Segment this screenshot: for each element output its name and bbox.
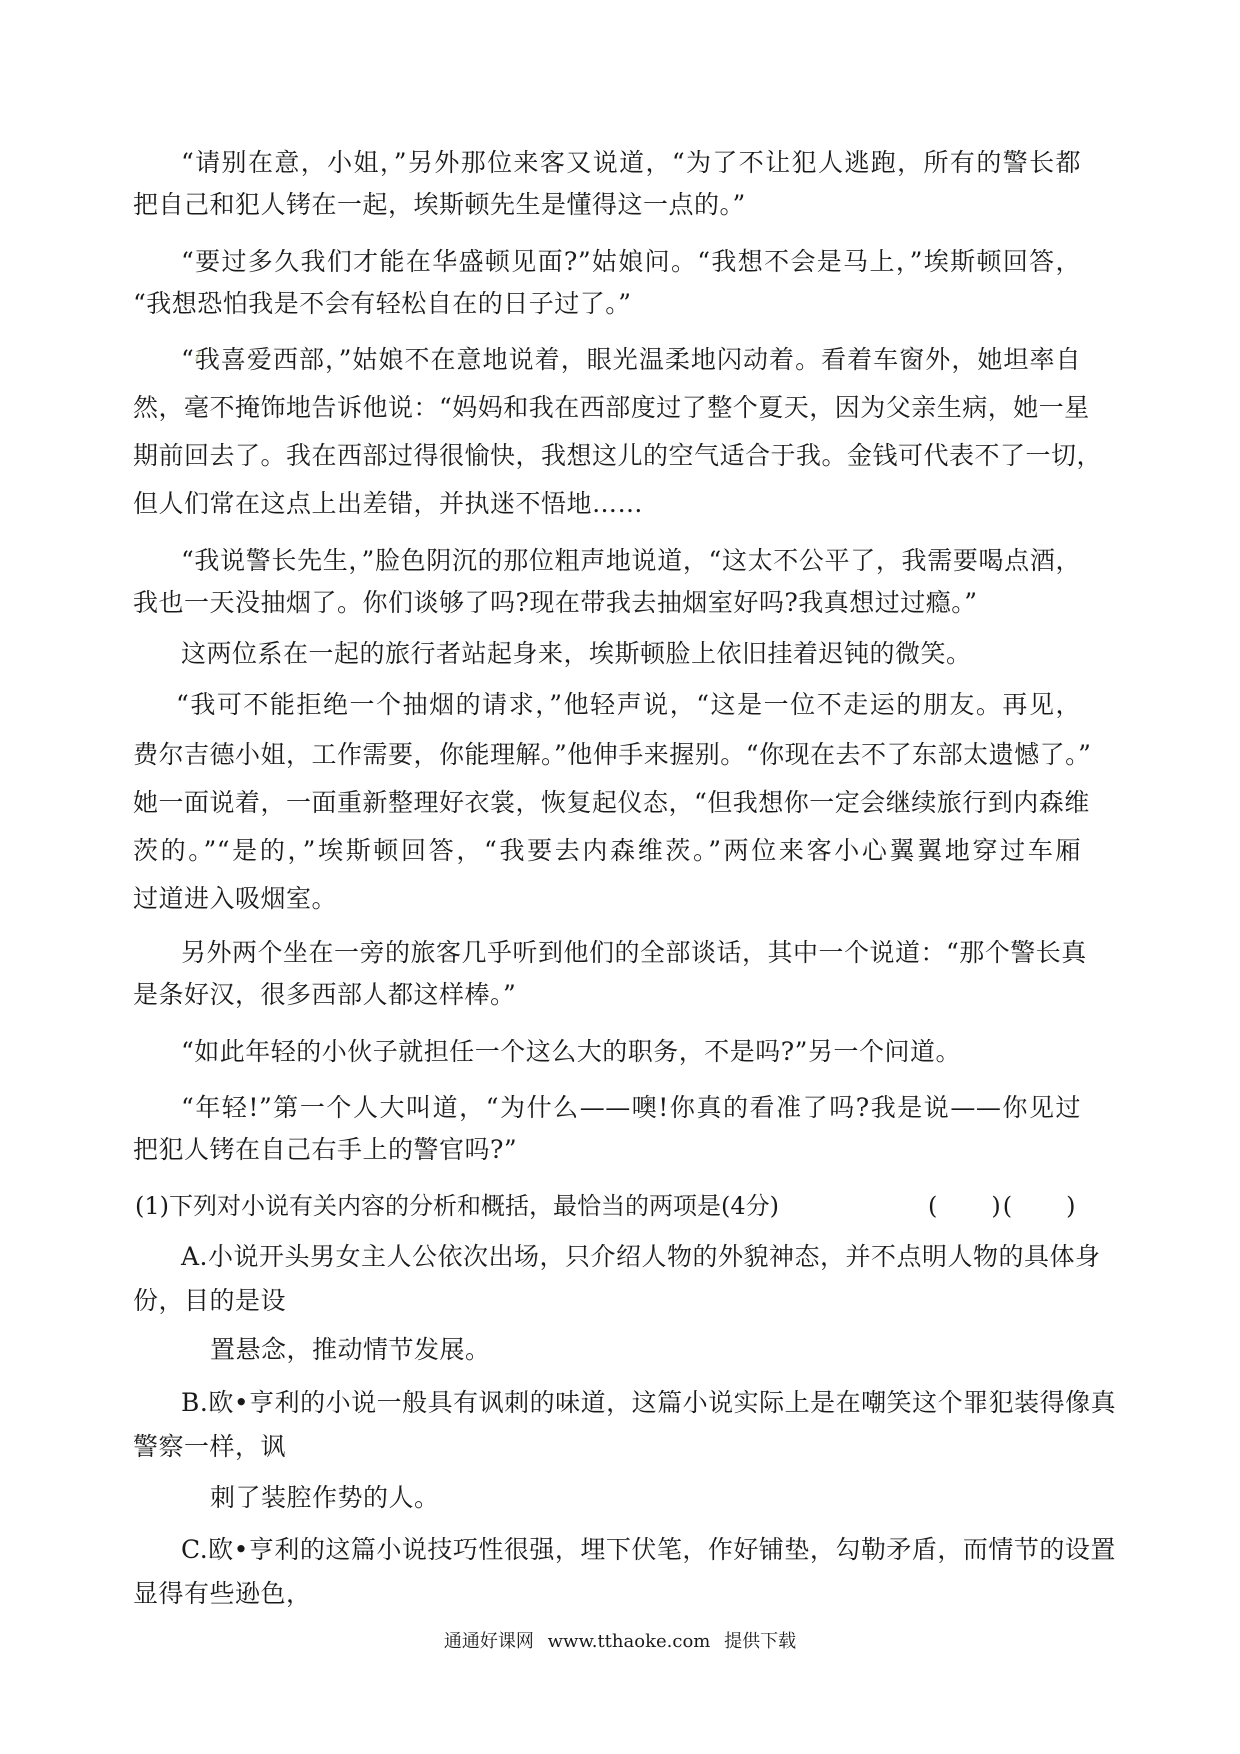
passage-line: 然，毫不掩饰地告诉他说：“妈妈和我在西部度过了整个夏天，因为父亲生病，她一星 <box>133 393 1090 422</box>
passage-line: “如此年轻的小伙子就担任一个这么大的职务，不是吗?”另一个问道。 <box>181 1037 961 1066</box>
option-a-line: A.小说开头男女主人公依次出场，只介绍人物的外貌神态，并不点明人物的具体身 <box>181 1242 1101 1271</box>
passage-line: “我可不能拒绝一个抽烟的请求，”他轻声说，“这是一位不走运的朋友。再见， <box>176 690 1081 719</box>
passage-line: 费尔吉德小姐，工作需要，你能理解。”他伸手来握别。“你现在去不了东部太遗憾了。” <box>133 740 1092 769</box>
footer-site-name: 通通好课网 <box>443 1631 534 1652</box>
passage-line: “请别在意，小姐，”另外那位来客又说道，“为了不让犯人逃跑，所有的警长都 <box>181 148 1081 177</box>
footer-suffix: 提供下载 <box>724 1631 797 1652</box>
passage-line: “我想恐怕我是不会有轻松自在的日子过了。” <box>133 289 632 318</box>
option-b-line: B.欧•亨利的小说一般具有讽刺的味道，这篇小说实际上是在嘲笑这个罪犯装得像真 <box>181 1388 1117 1417</box>
option-c-line: C.欧•亨利的这篇小说技巧性很强，埋下伏笔，作好铺垫，勾勒矛盾，而情节的设置 <box>181 1535 1116 1564</box>
passage-line: 她一面说着，一面重新整理好衣裳，恢复起仪态，“但我想你一定会继续旅行到内森维 <box>133 788 1090 817</box>
passage-line: 期前回去了。我在西部过得很愉快，我想这儿的空气适合于我。金钱可代表不了一切， <box>133 441 1103 470</box>
option-b-line: 刺了装腔作势的人。 <box>210 1483 440 1512</box>
question-stem: (1)下列对小说有关内容的分析和概括，最恰当的两项是(4分) <box>135 1192 779 1220</box>
passage-line: 把犯人铐在自己右手上的警官吗?” <box>133 1135 518 1164</box>
passage-line: 把自己和犯人铐在一起，埃斯顿先生是懂得这一点的。” <box>133 190 746 219</box>
passage-line: “我喜爱西部，”姑娘不在意地说着，眼光温柔地闪动着。看着车窗外，她坦率自 <box>181 345 1081 374</box>
passage-line: “年轻!”第一个人大叫道，“为什么——噢!你真的看准了吗?我是说——你见过 <box>181 1093 1081 1122</box>
answer-blanks: ( )( ) <box>928 1192 1078 1220</box>
option-a-line: 置悬念，推动情节发展。 <box>210 1335 491 1364</box>
page-footer <box>0 1630 1240 1654</box>
option-b-line: 警察一样，讽 <box>133 1432 287 1461</box>
passage-line: 过道进入吸烟室。 <box>133 884 338 913</box>
passage-line: “我说警长先生，”脸色阴沉的那位粗声地说道，“这太不公平了，我需要喝点酒， <box>181 546 1081 575</box>
passage-line: “要过多久我们才能在华盛顿见面?”姑娘问。“我想不会是马上，”埃斯顿回答， <box>181 247 1081 276</box>
passage-line: 我也一天没抽烟了。你们谈够了吗?现在带我去抽烟室好吗?我真想过过瘾。” <box>133 588 978 617</box>
passage-line: 茨的。”“是的，”埃斯顿回答，“我要去内森维茨。”两位来客小心翼翼地穿过车厢 <box>133 836 1081 865</box>
passage-line: 但人们常在这点上出差错，并执迷不悟地…… <box>133 489 644 518</box>
footer-url: www.tthaoke.com <box>547 1631 711 1652</box>
option-c-line: 显得有些逊色， <box>133 1579 312 1608</box>
passage-line: 是条好汉，很多西部人都这样棒。” <box>133 980 517 1009</box>
passage-line: 这两位系在一起的旅行者站起身来，埃斯顿脸上依旧挂着迟钝的微笑。 <box>181 639 972 668</box>
passage-line: 另外两个坐在一旁的旅客几乎听到他们的全部谈话，其中一个说道：“那个警长真 <box>181 938 1087 967</box>
option-a-line: 份，目的是设 <box>133 1286 287 1315</box>
